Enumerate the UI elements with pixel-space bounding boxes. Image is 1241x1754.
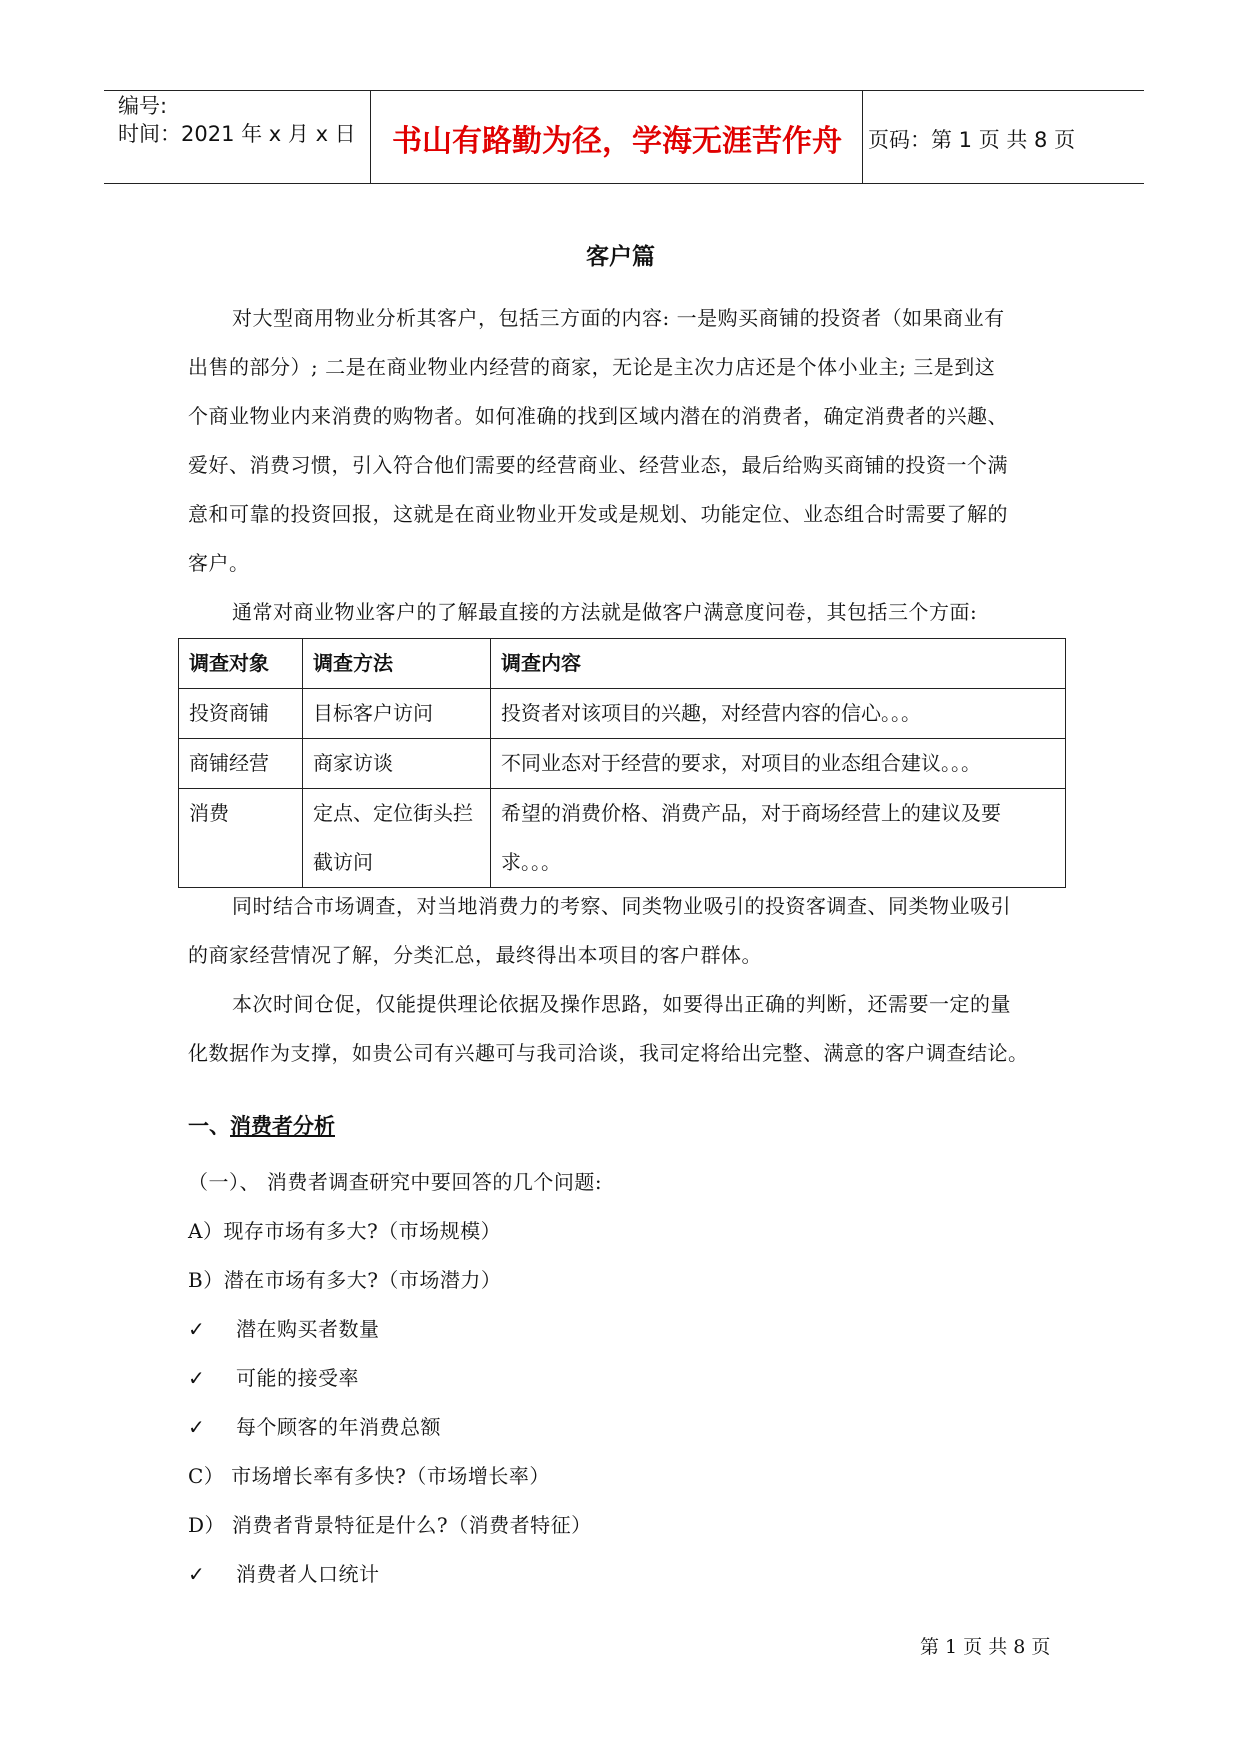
table-row [179,739,1066,789]
header-motto: 书山有路勤为径，学海无涯苦作舟 [392,124,842,159]
cell-line: 商家访谈 [313,751,393,775]
list-item: A）现存市场有多大?（市场规模） [188,1219,502,1243]
list-item-text: 潜在购买者数量 [236,1317,380,1341]
market-research-paragraph [188,882,1064,980]
paragraph-line: 同时结合市场调查，对当地消费力的考察、同类物业吸引的投资客调查、同类物业吸引 [232,894,1011,918]
header-bottom-rule [104,183,1144,184]
table-intro-paragraph [188,588,1064,637]
list-item [188,1558,380,1587]
cell-target: 消费 [179,789,303,888]
header-top-rule [104,90,1144,91]
paragraph-line: 通常对商业物业客户的了解最直接的方法就是做客户满意度问卷，其包括三个方面: [232,600,978,624]
paragraph-line: 的商家经营情况了解，分类汇总，最终得出本项目的客户群体。 [188,943,762,967]
header-divider-left [370,90,371,183]
section-number: 一、 [188,1113,230,1138]
document-time-label: 时间：2021 年 x 月 x 日 [118,122,356,146]
list-item [188,1362,359,1391]
intro-paragraph [188,294,1064,588]
page-title: 客户篇 [586,243,655,270]
list-item [188,1411,441,1440]
paragraph-line: 对大型商用物业分析其客户，包括三方面的内容: 一是购买商铺的投资者（如果商业有 [232,306,1005,330]
section-heading [188,1110,335,1140]
cell-content [491,689,1066,739]
header-cell-content: 调查内容 [491,639,1066,689]
cell-method [303,789,491,888]
cell-line: 希望的消费价格、消费产品，对于商场经营上的建议及要 [501,801,1001,825]
list-item: D） 消费者背景特征是什么?（消费者特征） [188,1513,592,1537]
list-item: C） 市场增长率有多快?（市场增长率） [188,1464,550,1488]
checkmark-icon: ✓ [188,1562,206,1586]
header-cell-target: 调查对象 [179,639,303,689]
cell-target: 投资商铺 [179,689,303,739]
table-row [179,689,1066,739]
checkmark-icon: ✓ [188,1415,206,1439]
paragraph-line: 出售的部分）; 二是在商业物业内经营的商家，无论是主次力店还是个体小业主; 三是到这 [188,355,996,379]
list-item-text: 每个顾客的年消费总额 [236,1415,441,1439]
header-divider-right [862,90,863,183]
survey-table [178,638,1066,888]
paragraph-line: 本次时间仓促，仅能提供理论依据及操作思路，如要得出正确的判断，还需要一定的量 [232,992,1011,1016]
cell-line: 目标客户访问 [313,701,433,725]
table-row [179,789,1066,888]
paragraph-line: 客户。 [188,551,250,575]
cell-line: 求。。。 [501,850,561,874]
list-item [188,1313,380,1342]
checkmark-icon: ✓ [188,1317,206,1341]
paragraph-line: 意和可靠的投资回报，这就是在商业物业开发或是规划、功能定位、业态组合时需要了解的 [188,502,1008,526]
cell-line: 不同业态对于经营的要求，对项目的业态组合建议。。。 [501,751,981,775]
header-meta [118,92,356,148]
page-footer: 第 1 页 共 8 页 [920,1636,1051,1658]
section-title: 消费者分析 [230,1113,335,1138]
cell-method [303,739,491,789]
list-item: B）潜在市场有多大?（市场潜力） [188,1268,502,1292]
table-header-row [179,639,1066,689]
sub-heading: （一）、 消费者调查研究中要回答的几个问题: [188,1170,603,1194]
header-page-code: 页码：第 1 页 共 8 页 [868,128,1076,152]
note-paragraph [188,980,1064,1078]
cell-line: 截访问 [313,850,373,874]
cell-content [491,739,1066,789]
cell-method [303,689,491,739]
paragraph-line: 个商业物业内来消费的购物者。如何准确的找到区域内潜在的消费者，确定消费者的兴趣、 [188,404,1008,428]
paragraph-line: 爱好、消费习惯，引入符合他们需要的经营商业、经营业态，最后给购买商铺的投资一个满 [188,453,1008,477]
cell-target: 商铺经营 [179,739,303,789]
paragraph-line: 化数据作为支撑，如贵公司有兴趣可与我司洽谈，我司定将给出完整、满意的客户调查结论。 [188,1041,1029,1065]
document-number-label: 编号: [118,94,168,118]
list-item-text: 可能的接受率 [236,1366,359,1390]
list-item-text: 消费者人口统计 [236,1562,380,1586]
header-cell-method: 调查方法 [303,639,491,689]
cell-line: 定点、定位街头拦 [313,801,473,825]
cell-content [491,789,1066,888]
checkmark-icon: ✓ [188,1366,206,1390]
cell-line: 投资者对该项目的兴趣，对经营内容的信心。。。 [501,701,921,725]
